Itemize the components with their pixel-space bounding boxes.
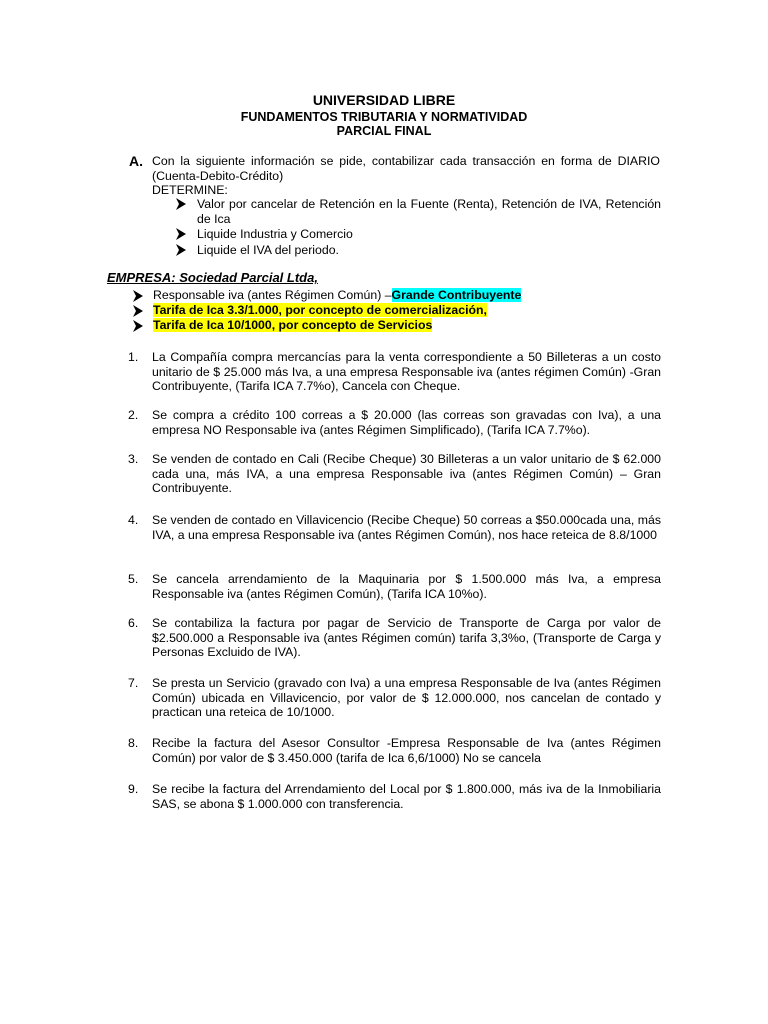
arrow-bullet-icon [131, 289, 145, 303]
arrow-bullet-icon [131, 304, 145, 318]
question-text: Se contabiliza la factura por pagar de Servicio de Transporte de Carga por valor de $2.500.000 a Responsable iva (antes Régimen común) tarifa 3,3%o, (Transporte de Carga y Personas Excluido de IVA). [152, 616, 661, 660]
arrow-bullet-icon [174, 197, 188, 211]
question-number: 2. [128, 408, 139, 422]
question-number: 5. [128, 572, 139, 586]
arrow-bullet-icon [174, 227, 188, 241]
highlighted-text: Tarifa de Ica 3.3/1.000, por concepto de comercialización, [153, 303, 487, 317]
question-text: Se presta un Servicio (gravado con Iva) a una empresa Responsable de Iva (antes Régimen Común) ubicada en Villavicencio, por valor de $ 12.000.000, nos cancelan de contado y practican una reteica de 10/1000. [152, 676, 661, 720]
question-text: Se venden de contado en Cali (Recibe Cheque) 30 Billeteras a un valor unitario de $ 62.000 cada una, más IVA, a una empresa Responsable iva (antes Régimen Común) – Gran Contribuyente. [152, 452, 661, 496]
question-item [128, 782, 661, 811]
question-number: 4. [128, 513, 139, 527]
arrow-bullet-icon [131, 319, 145, 333]
question-text: Se venden de contado en Villavicencio (Recibe Cheque) 50 correas a $50.000cada una, más IVA, a una empresa Responsable iva (antes Régimen Común), nos hace reteica de 8.8/1000 [152, 513, 661, 542]
question-number: 3. [128, 452, 139, 466]
question-item [128, 736, 661, 765]
question-item [128, 452, 661, 496]
question-number: 1. [128, 350, 139, 364]
empresa-item-text: Responsable iva (antes Régimen Común) – [153, 288, 392, 302]
list-item [131, 288, 551, 303]
section-a-label: A. [129, 153, 143, 169]
section-a-intro [152, 154, 660, 198]
question-item [128, 676, 661, 720]
empresa-title: EMPRESA: Sociedad Parcial Ltda, [107, 270, 318, 285]
list-item [174, 197, 661, 226]
section-a-determine: DETERMINE: [152, 183, 228, 197]
determine-list [174, 197, 661, 257]
exam-title: PARCIAL FINAL [336, 124, 432, 138]
course-title: FUNDAMENTOS TRIBUTARIA Y NORMATIVIDAD [240, 110, 528, 124]
question-number: 7. [128, 676, 139, 690]
question-item [128, 572, 661, 601]
question-text: Se compra a crédito 100 correas a $ 20.000 (las correas son gravadas con Iva), a una empresa NO Responsable iva (antes Régimen Simplificado), (Tarifa ICA 7.7%o). [152, 408, 661, 437]
question-item [128, 616, 661, 660]
highlighted-text: Grande Contribuyente [391, 288, 522, 302]
section-a-intro-line2: (Cuenta-Debito-Crédito) [152, 168, 284, 183]
list-item-text: Valor por cancelar de Retención en la Fuente (Renta), Retención de IVA, Retención de Ica [197, 197, 661, 226]
question-text: Recibe la factura del Asesor Consultor -Empresa Responsable de Iva (antes Régimen Común) por valor de $ 3.450.000 (tarifa de Ica 6,6/1000) No se cancela [152, 736, 661, 765]
arrow-bullet-icon [174, 243, 188, 257]
university-title: UNIVERSIDAD LIBRE [312, 92, 456, 108]
question-number: 9. [128, 782, 139, 796]
list-item-text: Liquide el IVA del periodo. [197, 242, 339, 257]
question-text: Se cancela arrendamiento de la Maquinaria por $ 1.500.000 más Iva, a empresa Responsable iva (antes Régimen Común), (Tarifa ICA 10%o). [152, 572, 661, 601]
empresa-list [131, 288, 551, 333]
list-item-text: Liquide Industria y Comercio [197, 227, 353, 241]
list-item [131, 303, 551, 318]
question-item [128, 350, 661, 394]
highlighted-text: Tarifa de Ica 10/1000, por concepto de Servicios [153, 318, 433, 332]
list-item [174, 227, 661, 242]
question-text: La Compañía compra mercancías para la venta correspondiente a 50 Billeteras a un costo unitario de $ 25.000 más Iva, a una empresa Responsable iva (antes régimen Común) -Gran Contribuyente, (Tarifa ICA 7.7%o), Cancela con Cheque. [152, 350, 661, 394]
list-item [131, 318, 551, 333]
question-number: 8. [128, 736, 139, 750]
question-item [128, 513, 661, 542]
section-a-intro-line1: Con la siguiente información se pide, contabilizar cada transacción en forma de DIARIO [152, 154, 660, 168]
question-number: 6. [128, 616, 139, 630]
list-item [174, 243, 661, 258]
question-item [128, 408, 661, 437]
question-text: Se recibe la factura del Arrendamiento del Local por $ 1.800.000, más iva de la Inmobiliaria SAS, se abona $ 1.000.000 con transferencia. [152, 782, 661, 811]
